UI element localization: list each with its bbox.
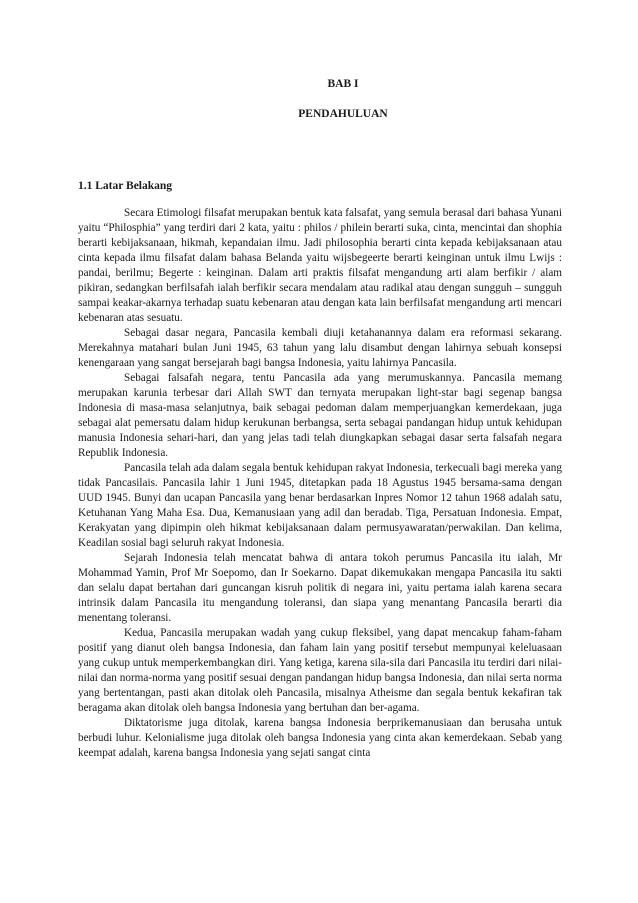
paragraph: Sejarah Indonesia telah mencatat bahwa di antara tokoh perumus Pancasila itu ialah, Mr Mohammad Yamin, Prof Mr Soepomo, dan Ir Soekarno. Dapat dikemukakan mengapa Pancasila itu sakti dan selalu dapat bertahan dari guncangan kisruh politik di negara ini, yaitu pertama ialah karena secara intrinsik dalam Pancasila itu mengandung toleransi, dan siapa yang menantang Pancasila berarti dia menentang toleransi.	[78, 552, 562, 624]
chapter-label: BAB I	[327, 78, 359, 90]
body-text	[78, 206, 562, 761]
paragraph: Sebagai dasar negara, Pancasila kembali diuji ketahanannya dalam era reformasi sekarang. Merekahnya matahari bulan Juni 1945, 63 tahun yang lalu disambut dengan lahirnya sebuah konsepsi kenengaraan yang sangat bersejarah bagi bangsa Indonesia, yaitu lahirnya Pancasila.	[78, 327, 562, 369]
section-heading: 1.1 Latar Belakang	[78, 180, 173, 192]
chapter-title: PENDAHULUAN	[298, 108, 388, 120]
paragraph: Diktatorisme juga ditolak, karena bangsa Indonesia berprikemanusiaan dan berusaha untuk berbudi luhur. Kelonialisme juga ditolak oleh bangsa Indonesia yang cinta akan kemerdekaan. Sebab yang keempat adalah, karena bangsa Indonesia yang sejati sangat cinta	[78, 717, 562, 759]
paragraph: Kedua, Pancasila merupakan wadah yang cukup fleksibel, yang dapat mencakup faham-faham positif yang dianut oleh bangsa Indonesia, dan faham lain yang positif tersebut mempunyai keleluasaan yang cukup untuk memperkembangkan diri. Yang ketiga, karena sila-sila dari Pancasila itu terdiri dari nilai-nilai dan norma-norma yang positif sesuai dengan pandangan hidup bangsa Indonesia, dan nilai serta norma yang bertentangan, pasti akan ditolak oleh Pancasila, misalnya Atheisme dan segala bentuk kekafiran tak beragama akan ditolak oleh bangsa Indonesia yang bertuhan dan ber-agama.	[78, 627, 562, 714]
paragraph: Pancasila telah ada dalam segala bentuk kehidupan rakyat Indonesia, terkecuali bagi mereka yang tidak Pancasilais. Pancasila lahir 1 Juni 1945, ditetapkan pada 18 Agustus 1945 bersama-sama dengan UUD 1945. Bunyi dan ucapan Pancasila yang benar berdasarkan Inpres Nomor 12 tahun 1968 adalah satu, Ketuhanan Yang Maha Esa. Dua, Kemanusiaan yang adil dan beradab. Tiga, Persatuan Indonesia. Empat, Kerakyatan yang dipimpin oleh hikmat kebijaksanaan dalam permusyawaratan/perwakilan. Dan kelima, Keadilan sosial bagi seluruh rakyat Indonesia.	[78, 462, 562, 549]
paragraph: Sebagai falsafah negara, tentu Pancasila ada yang merumuskannya. Pancasila memang merupakan karunia terbesar dari Allah SWT dan ternyata merupakan light-star bagi segenap bangsa Indonesia di masa-masa selanjutnya, baik sebagai pedoman dalam memperjuangkan kemerdekaan, juga sebagai alat pemersatu dalam hidup kerukunan berbangsa, serta sebagai pandangan hidup untuk kehidupan manusia Indonesia sehari-hari, dan yang jelas tadi telah diungkapkan sebagai dasar serta falsafah negara Republik Indonesia.	[78, 372, 562, 459]
paragraph: Secara Etimologi filsafat merupakan bentuk kata falsafat, yang semula berasal dari bahasa Yunani yaitu “Philosphia” yang terdiri dari 2 kata, yaitu : philos / philein berarti suka, cinta, mencintai dan shophia berarti kebijaksanaan, hikmah, kepandaian ilmu. Jadi philosophia berarti cinta kepada kebijaksanaan atau cinta kepada ilmu filsafat dalam bahasa Belanda yaitu wijsbegeerte berarti keinginan untuk ilmu Lwijs : pandai, berilmu; Begerte : keinginan. Dalam arti praktis filsafat mengandung arti alam berfikir / alam pikiran, sedangkan berfilsafah ialah berfikir secara mendalam atau radikal atau dengan sungguh – sungguh sampai keakar-akarnya terhadap suatu kebenaran atau dengan kata lain berfilsafat mengandung arti mencari kebenaran atas sesuatu.	[78, 207, 562, 324]
